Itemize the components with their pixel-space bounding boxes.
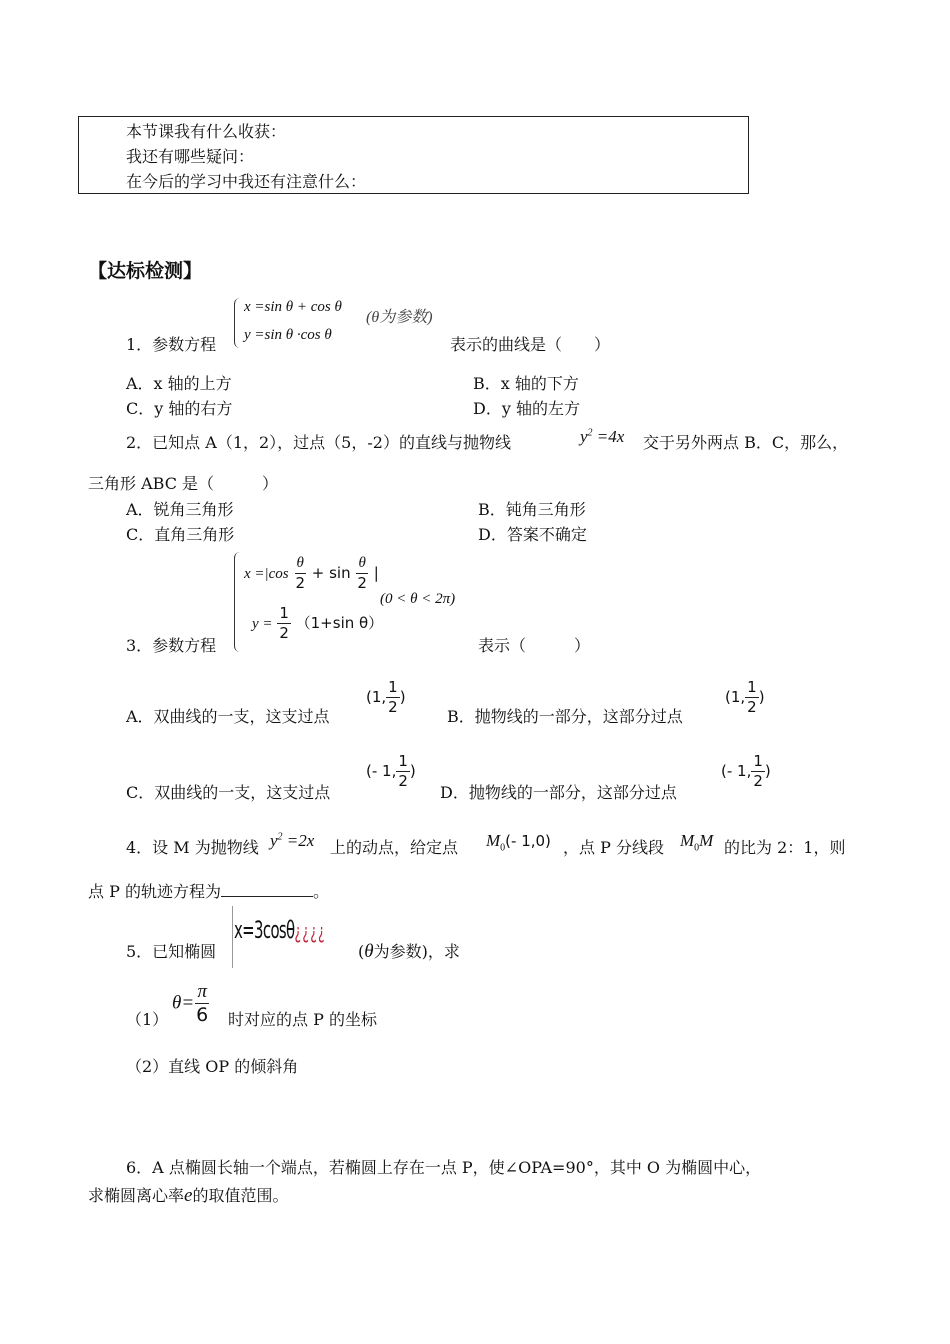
q5-sub2: （2）直线 OP 的倾斜角 bbox=[126, 1057, 299, 1076]
q3-system-line1 bbox=[244, 556, 379, 591]
q3-line2-lhs: y = bbox=[252, 616, 273, 632]
q6-e: e bbox=[184, 1185, 193, 1206]
q5-prefix: 5．已知椭圆 bbox=[126, 942, 217, 961]
q4-text-part4: 的比为 2：1，则 bbox=[724, 838, 846, 857]
q3-b-frac bbox=[745, 680, 759, 715]
q5-equation bbox=[234, 918, 326, 942]
q3-frac-1-den: 2 bbox=[295, 574, 305, 592]
q2-curve-exp: 2 bbox=[587, 427, 593, 439]
q3-line2-rhs: （1+sin θ） bbox=[295, 614, 384, 632]
q3-b-frac-num: 1 bbox=[747, 678, 757, 696]
q1-system-line1: x =sin θ + cos θ bbox=[244, 299, 342, 315]
q3-frac-half-num: 1 bbox=[279, 604, 289, 622]
q5-sub1-text: 时对应的点 P 的坐标 bbox=[228, 1010, 377, 1029]
q3-a-frac-num: 1 bbox=[388, 678, 398, 696]
q2-option-a: A．锐角三角形 bbox=[126, 500, 234, 519]
q5-sub1-label: （1） bbox=[126, 1010, 169, 1029]
q3-system-line2 bbox=[252, 606, 383, 641]
q4-seg-end: M bbox=[699, 831, 714, 850]
q3-frac-1-num: θ bbox=[295, 556, 306, 574]
q3-a-frac-den: 2 bbox=[388, 698, 398, 716]
q3-d-pt-open: (- 1, bbox=[721, 762, 752, 780]
q1-option-b: B．x 轴的下方 bbox=[473, 374, 579, 393]
q3-d-pt-close: ) bbox=[764, 762, 771, 780]
q3-line1-mid: + sin bbox=[311, 564, 351, 582]
q3-c-pt-close: ) bbox=[409, 762, 416, 780]
q4-curve-exp: 2 bbox=[277, 831, 283, 843]
q3-option-b-point bbox=[725, 680, 765, 715]
section-title: 【达标检测】 bbox=[88, 260, 203, 282]
q3-b-pt-open: (1, bbox=[725, 688, 746, 706]
q3-frac-1 bbox=[293, 556, 307, 591]
q1-brace bbox=[234, 298, 241, 348]
q3-option-b: B．抛物线的一部分，这部分过点 bbox=[447, 707, 683, 726]
q3-prefix: 3．参数方程 bbox=[126, 636, 217, 655]
q6-line1: 6．A 点椭圆长轴一个端点，若椭圆上存在一点 P，使∠OPA=90°，其中 O 为椭圆中心， bbox=[126, 1158, 762, 1177]
q5-theta: θ bbox=[364, 941, 374, 962]
q3-frac-half bbox=[277, 606, 291, 641]
q3-option-d-point bbox=[721, 754, 771, 789]
q2-option-b: B．钝角三角形 bbox=[478, 500, 586, 519]
q1-option-c: C．y 轴的右方 bbox=[126, 399, 233, 418]
q2-text-line2: 三角形 ABC 是（ ） bbox=[88, 474, 279, 493]
q3-b-frac-den: 2 bbox=[747, 698, 757, 716]
q3-frac-2-den: 2 bbox=[357, 574, 367, 592]
q4-text-part2: 上的动点，给定点 bbox=[330, 838, 459, 857]
q3-brace bbox=[234, 552, 241, 652]
q4-curve-rhs: =2x bbox=[286, 831, 315, 850]
q1-option-a: A．x 轴的上方 bbox=[126, 374, 232, 393]
q5-theta-eq-text: θ= bbox=[172, 992, 195, 1014]
q1-option-d: D．y 轴的左方 bbox=[473, 399, 580, 418]
q3-a-pt-close: ) bbox=[399, 688, 406, 706]
q1-suffix: 表示的曲线是（ ） bbox=[450, 335, 611, 354]
q3-suffix: 表示（ ） bbox=[478, 636, 591, 655]
q4-text-part1: 4．设 M 为抛物线 bbox=[126, 838, 259, 857]
q4-line2-a: 点 P 的轨迹方程为 bbox=[88, 882, 221, 901]
q3-b-pt-close: ) bbox=[758, 688, 765, 706]
q3-option-a: A．双曲线的一支，这支过点 bbox=[126, 707, 330, 726]
q2-text-part1: 2．已知点 A（1，2），过点（5，-2）的直线与抛物线 bbox=[126, 433, 511, 452]
q5-theta-eq bbox=[172, 982, 210, 1025]
q2-curve-lhs: y bbox=[580, 427, 588, 446]
q3-range: (0 < θ < 2π) bbox=[380, 591, 456, 607]
q3-option-c: C．双曲线的一支，这支过点 bbox=[126, 783, 331, 802]
reflection-line-attention: 在今后的学习中我还有注意什么： bbox=[126, 172, 367, 191]
q1-param-note: (θ为参数) bbox=[366, 309, 433, 326]
q3-line1-end: | bbox=[373, 564, 379, 582]
q3-line1-lhs: x =|cos bbox=[244, 566, 289, 582]
reflection-line-harvest: 本节课我有什么收获： bbox=[126, 122, 287, 141]
q3-d-frac-den: 2 bbox=[753, 772, 763, 790]
q4-line2-b: 。 bbox=[312, 882, 329, 901]
q4-m0-point bbox=[486, 832, 551, 853]
q1-system-line2: y =sin θ ·cos θ bbox=[244, 327, 332, 343]
q4-answer-blank[interactable] bbox=[221, 882, 313, 897]
q5-garbled: ¿¿¿¿ bbox=[294, 919, 326, 943]
q5-suffix-wrap bbox=[358, 942, 460, 961]
q2-option-d: D．答案不确定 bbox=[478, 525, 587, 544]
q2-option-c: C．直角三角形 bbox=[126, 525, 235, 544]
q5-param-open: ( bbox=[358, 942, 365, 961]
q4-seg-sub: 0 bbox=[694, 842, 700, 854]
q3-frac-2-num: θ bbox=[356, 556, 367, 574]
q3-option-c-point bbox=[366, 754, 416, 789]
q2-text-part2: 交于另外两点 B．C，那么， bbox=[643, 433, 849, 452]
q4-curve-lhs: y bbox=[270, 831, 278, 850]
q5-suffix: 为参数)，求 bbox=[373, 942, 460, 961]
q4-m0-sub: 0 bbox=[500, 842, 506, 854]
q4-segment bbox=[680, 832, 713, 853]
q4-m0-coord: (- 1,0) bbox=[505, 832, 551, 850]
q5-pi: π bbox=[197, 981, 207, 1002]
q2-curve bbox=[580, 428, 624, 445]
q3-c-pt-open: (- 1, bbox=[366, 762, 397, 780]
q3-c-frac bbox=[396, 754, 410, 789]
q3-frac-half-den: 2 bbox=[279, 624, 289, 642]
q3-d-frac bbox=[751, 754, 765, 789]
q3-a-frac bbox=[386, 680, 400, 715]
q3-c-frac-den: 2 bbox=[398, 772, 408, 790]
q4-curve bbox=[270, 832, 314, 849]
q5-eq: x=3cosθ bbox=[234, 916, 295, 944]
q3-option-d: D．抛物线的一部分，这部分过点 bbox=[440, 783, 677, 802]
q4-text-line2 bbox=[88, 882, 329, 900]
q5-pi-frac bbox=[194, 982, 210, 1025]
q3-d-frac-num: 1 bbox=[753, 752, 763, 770]
q5-six: 6 bbox=[196, 1004, 209, 1026]
q3-frac-2 bbox=[355, 556, 369, 591]
q3-c-frac-num: 1 bbox=[398, 752, 408, 770]
q4-m0: M bbox=[486, 831, 501, 850]
q3-option-a-point bbox=[366, 680, 406, 715]
q6-line2 bbox=[88, 1186, 288, 1205]
q2-curve-rhs: =4x bbox=[596, 427, 625, 446]
q4-text-part3: ，点 P 分线段 bbox=[563, 838, 664, 857]
reflection-line-questions: 我还有哪些疑问： bbox=[126, 147, 255, 166]
q6-line2-b: 的取值范围。 bbox=[192, 1186, 289, 1205]
q3-a-pt-open: (1, bbox=[366, 688, 387, 706]
q4-seg-start: M bbox=[680, 831, 695, 850]
q6-line2-a: 求椭圆离心率 bbox=[88, 1186, 185, 1205]
q1-prefix: 1．参数方程 bbox=[126, 335, 217, 354]
